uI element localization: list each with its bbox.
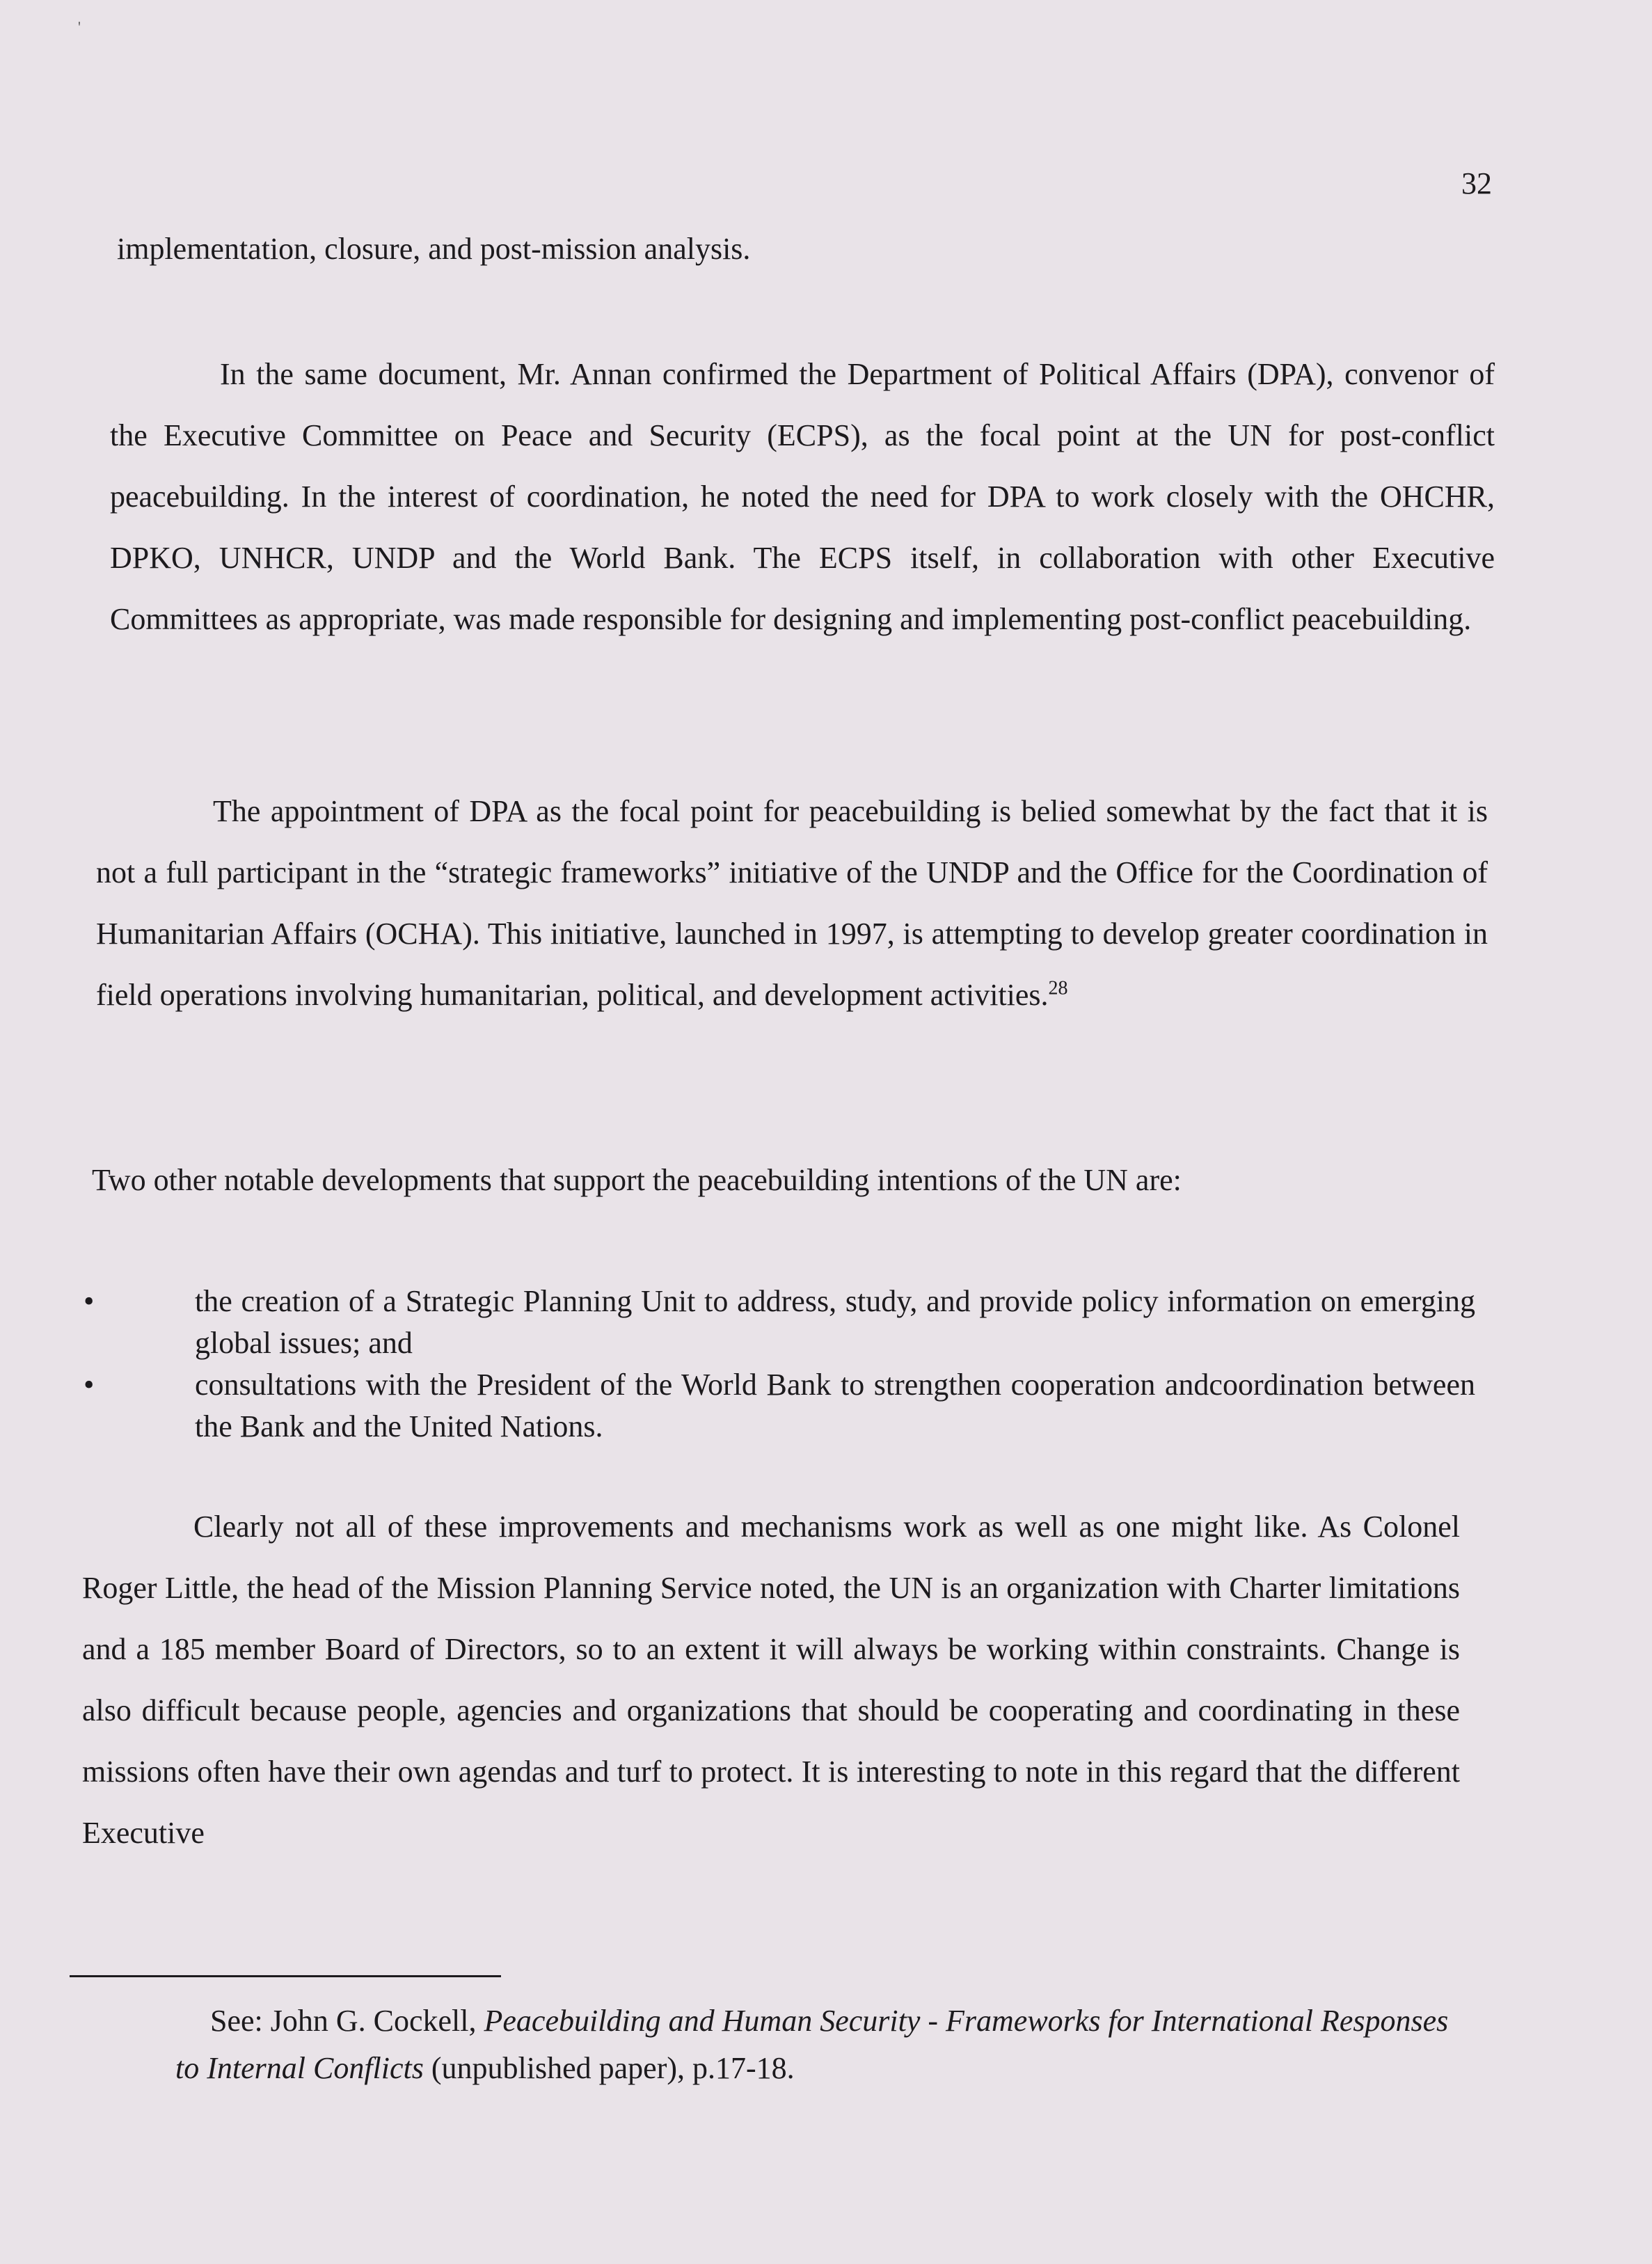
paragraph-continuation: implementation, closure, and post-mission analysis. <box>117 232 751 266</box>
paragraph-dpa-focal-point <box>96 781 1488 1026</box>
list-item <box>84 1281 1475 1364</box>
list-item <box>84 1364 1475 1448</box>
stray-mark: ' <box>78 18 81 35</box>
footnote-divider <box>70 1975 501 1977</box>
paragraph-annan: In the same document, Mr. Annan confirmed the Department of Political Affairs (DPA), convenor of the Executive Committee on Peace and Security (ECPS), as the focal point at the UN for post-conflict peacebuilding. In the interest of coordination, he noted the need for DPA to work closely with the OHCHR, DPKO, UNHCR, UNDP and the World Bank. The ECPS itself, in collaboration with other Executive Committees as appropriate, was made responsible for designing and implementing post-conflict peacebuilding. <box>110 357 1495 636</box>
paragraph-two-other: Two other notable developments that support the peacebuilding intentions of the UN are: <box>92 1163 1182 1197</box>
footnote-reference: 28 <box>1048 977 1068 999</box>
footnote-prefix: See: John G. Cockell, <box>210 2004 484 2038</box>
bullet-marker: • <box>84 1284 95 1318</box>
list-item-text: consultations with the President of the World Bank to strengthen cooperation andcoordination between the Bank and the United Nations. <box>195 1368 1475 1443</box>
paragraph-dpa-text: The appointment of DPA as the focal point for peacebuilding is belied somewhat by the fact that it is not a full participant in the “strategic frameworks” initiative of the UNDP and the Office for the Coordination of Humanitarian Affairs (OCHA). This initiative, launched in 1997, is attempting to develop greater coordination in field operations involving humanitarian, political, and development activities. <box>96 794 1488 1012</box>
list-item-text: the creation of a Strategic Planning Unit to address, study, and provide policy information on emerging global issues; and <box>195 1284 1475 1360</box>
bullet-marker: • <box>84 1368 95 1402</box>
paragraph-clearly: Clearly not all of these improvements and mechanisms work as well as one might like. As Colonel Roger Little, the head of the Mission Planning Service noted, the UN is an organization with Charter limitations and a 185 member Board of Directors, so to an extent it will always be working within constraints. Change is also difficult because people, agencies and organizations that should be cooperating and coordinating in these missions often have their own agendas and turf to protect. It is interesting to note in this regard that the different Executive <box>82 1510 1460 1850</box>
footnote <box>175 1997 1470 2092</box>
footnote-suffix: (unpublished paper), p.17-18. <box>423 2051 795 2085</box>
page-number: 32 <box>1461 166 1492 200</box>
bullet-list <box>84 1281 1475 1448</box>
footnote-title: Peacebuilding and Human Security - Frameworks for International Responses to Internal Conflicts <box>175 2004 1449 2085</box>
